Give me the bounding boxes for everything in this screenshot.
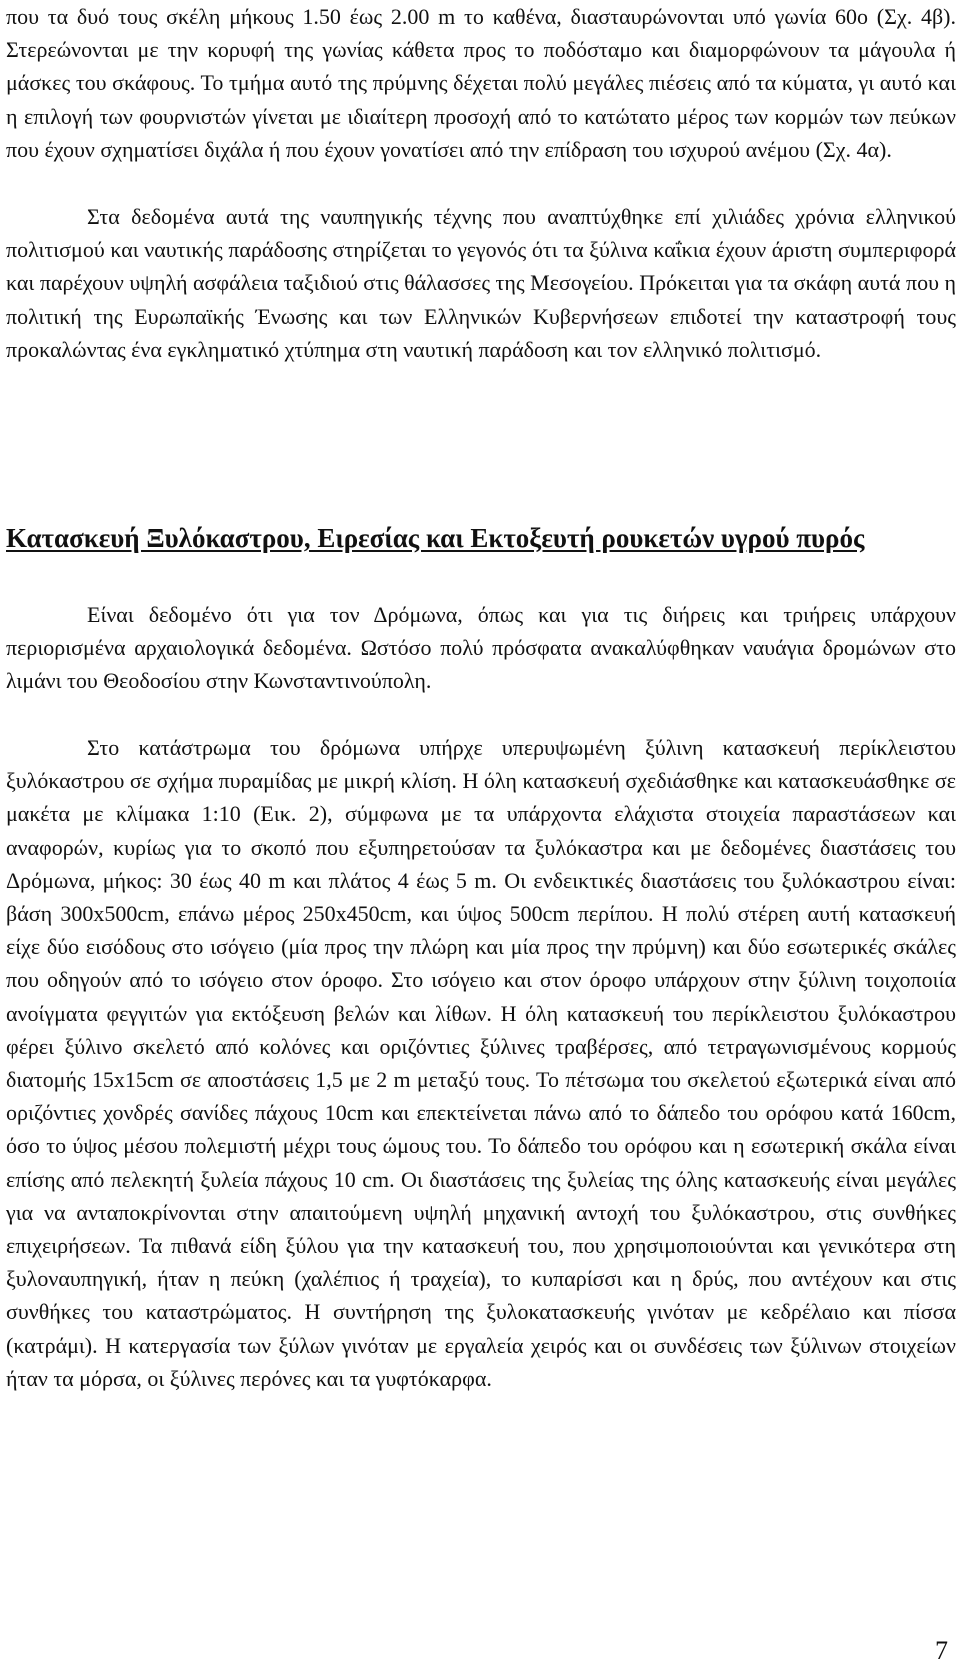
section-heading-text: Κατασκευή Ξυλόκαστρου, Ειρεσίας και Εκτοξευτή ρουκετών υγρού πυρός bbox=[6, 523, 865, 553]
section-heading bbox=[6, 520, 956, 556]
paragraph-2: Στα δεδομένα αυτά της ναυπηγικής τέχνης που αναπτύχθηκε επί χιλιάδες χρόνια ελληνικού πολιτισμού και ναυτικής παράδοσης στηρίζεται το γεγονός ότι τα ξύλινα καΐκια έχουν άριστη συμπεριφορά και παρέχουν υψηλή ασφάλεια ταξιδιού στις θάλασσες της Μεσογείου. Πρόκειται για τα σκάφη αυτά που η πολιτική της Ευρωπαϊκής Ένωσης και των Ελληνικών Κυβερνήσεων επιδοτεί την καταστροφή τους προκαλώντας ένα εγκληματικό χτύπημα στη ναυτική παράδοση και τον ελληνικό πολιτισμό. bbox=[6, 204, 956, 362]
document-page bbox=[6, 0, 956, 1678]
paragraph-4: Στο κατάστρωμα του δρόμωνα υπήρχε υπερυψωμένη ξύλινη κατασκευή περίκλειστου ξυλόκαστρου σε σχήμα πυραμίδας με μικρή κλίση. Η όλη κατασκευή σχεδιάσθηκε και κατασκευάσθηκε σε μακέτα με κλίμακα 1:10 (Εικ. 2), σύμφωνα με τα υπάρχοντα ελάχιστα στοιχεία παραστάσεων και αναφορών, κυρίως για το σκοπό που εξυπηρετούσαν τα ξυλόκαστρα και με δεδομένες διαστάσεις του Δρόμωνα, μήκος: 30 έως 40 m και πλάτος 4 έως 5 m. Οι ενδεικτικές διαστάσεις του ξυλόκαστρου είναι: βάση 300x500cm, επάνω μέρος 250x450cm, και ύψος 500cm περίπου. Η πολύ στέρεη αυτή κατασκευή είχε δύο εισόδους στο ισόγειο (μία προς την πλώρη και μία προς την πρύμνη) και δύο εσωτερικές σκάλες που οδηγούν από το ισόγειο στον όροφο. Στο ισόγειο και στον όροφο υπάρχουν στην ξύλινη τοιχοποιία ανοίγματα φεγγιτών για εκτόξευση βελών και λίθων. Η όλη κατασκευή του περίκλειστου ξυλόκαστρου φέρει ξύλινο σκελετό από κολόνες και οριζόντιες ξύλινες τραβέρσες, από τετραγωνισμένους κορμούς διατομής 15x15cm σε αποστάσεις 1,5 με 2 m μεταξύ τους. Το πέτσωμα του σκελετού εξωτερικά είναι από οριζόντιες χονδρές σανίδες πάχους 10cm και επεκτείνεται πάνω από το δάπεδο του ορόφου κατά 160cm, όσο το ύψος μέσου πολεμιστή μέχρι τους ώμους του. Το δάπεδο του ορόφου και η εσωτερική σκάλα είναι επίσης από πελεκητή ξυλεία πάχους 10 cm. Οι διαστάσεις της ξυλείας της όλης κατασκευής είναι μεγάλες για να ανταποκρίνονται στην απαιτούμενη υψηλή μηχανική αντοχή του ξυλόκαστρου, στις συνθήκες επιχειρήσεων. Τα πιθανά είδη ξύλου για την κατασκευή του, που χρησιμοποιούνται και γενικότερα στη ξυλοναυπηγική, ήταν η πεύκη (χαλέπιος ή τραχεία), το κυπαρίσσι και η δρύς, που αντέχουν και στις συνθήκες του καταστρώματος. Η συντήρηση της ξυλοκατασκευής γινόταν με κεδρέλαιο και πίσσα (κατράμι). Η κατεργασία των ξύλων γινόταν με εργαλεία χειρός και οι συνδέσεις των ξύλινων στοιχείων ήταν τα μόρσα, οι ξύλινες περόνες και τα γυφτόκαρφα. bbox=[6, 735, 956, 1391]
page-number: 7 bbox=[935, 1636, 948, 1665]
paragraph-1: που τα δυό τους σκέλη μήκους 1.50 έως 2.00 m το καθένα, διασταυρώνονται υπό γωνία 60ο (Σχ. 4β). Στερεώνονται με την κορυφή της γωνίας κάθετα προς το ποδόσταμο και διαμορφώνουν τα μάγουλα ή μάσκες του σκάφους. Το τμήμα αυτό της πρύμνης δέχεται πολύ μεγάλες πιέσεις από τα κύματα, γι αυτό και η επιλογή των φουρνιστών γίνεται με ιδιαίτερη προσοχή από το κατώτατο μέρος των κορμών των πεύκων που έχουν σχηματίσει διχάλα ή που έχουν γονατίσει από την επίδραση του ισχυρού ανέμου (Σχ. 4α). bbox=[6, 4, 956, 162]
paragraph-3: Είναι δεδομένο ότι για τον Δρόμωνα, όπως και για τις διήρεις και τριήρεις υπάρχουν περιορισμένα αρχαιολογικά δεδομένα. Ωστόσο πολύ πρόσφατα ανακαλύφθηκαν ναυάγια δρομώνων στο λιμάνι του Θεοδοσίου στην Κωνσταντινούπολη. bbox=[6, 602, 956, 694]
